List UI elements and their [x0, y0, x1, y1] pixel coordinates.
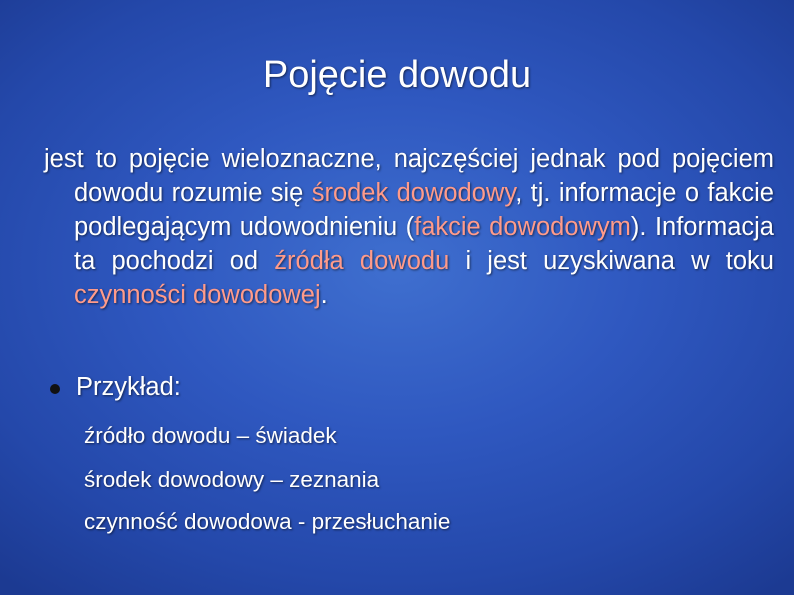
bullet-label: Przykład:	[76, 373, 181, 401]
paragraph-text: ). Informacja ta pochodzi od	[74, 213, 774, 275]
example-item: środek dowodowy – zeznania	[84, 467, 380, 492]
paragraph-text: i jest uzyskiwana w toku	[449, 247, 774, 275]
paragraph-text: , tj. informacje o fakcie podlegającym udowodnieniu (	[74, 179, 774, 241]
term-fakt-dowodowy: fakcie dowodowym	[414, 213, 631, 241]
term-srodek-dowodowy: środek dowodowy	[311, 179, 516, 207]
example-item: źródło dowodu – świadek	[84, 423, 337, 448]
example-item: czynność dowodowa - przesłuchanie	[84, 509, 451, 534]
slide-title: Pojęcie dowodu	[262, 54, 532, 96]
paragraph-text: jest to pojęcie wieloznaczne, najczęściej jednak pod pojęciem dowodu rozumie się	[44, 145, 774, 207]
bullet-icon	[50, 384, 60, 394]
paragraph-text: .	[320, 281, 328, 309]
term-zrodlo-dowodu: źródła dowodu	[274, 247, 450, 275]
definition-paragraph	[44, 142, 774, 312]
term-czynnosc-dowodowa: czynności dowodowej	[74, 281, 321, 309]
